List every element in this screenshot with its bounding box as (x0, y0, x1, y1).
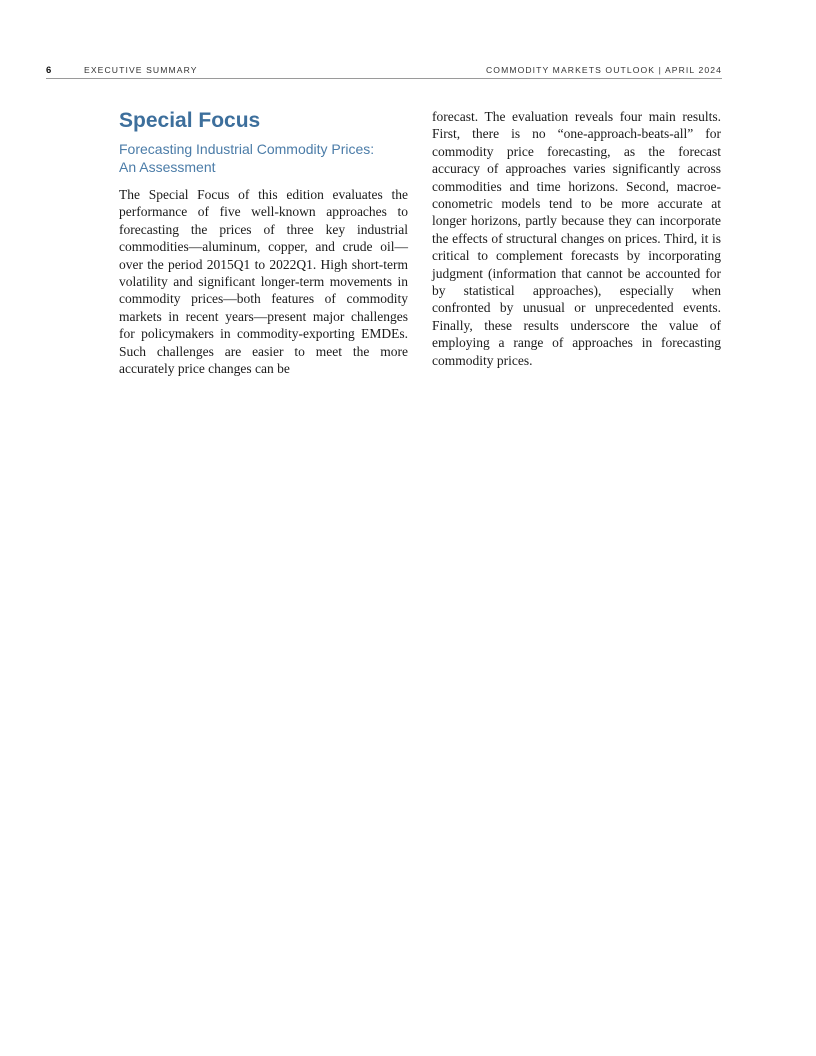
left-column (119, 108, 408, 377)
subtitle-line-2: An Assessment (119, 159, 216, 175)
right-column (432, 108, 721, 369)
publication-label: COMMODITY MARKETS OUTLOOK | APRIL 2024 (485, 65, 722, 75)
subtitle-line-1: Forecasting Industrial Commodity Prices: (119, 141, 375, 157)
section-title: Special Focus (119, 109, 261, 132)
section-label: EXECUTIVE SUMMARY (84, 65, 198, 75)
body-paragraph-part-2: forecast. The evaluation reveals four main results. First, there is no “one-approach-beats-all” for commodity price forecasting, as the forecast accuracy of approaches varies significantly across commodities and time horizons. Second, macroeconometric models tend to be more accurate at longer horizons, partly because they can incorporate the effects of structural changes on prices. Third, it is critical to complement forecasts by incorporating judgment (information that cannot be accounted for by statistical approaches), especially when confronted by unusual or unprecedented events. Finally, these results underscore the value of employing a range of approaches in forecasting commodity prices. (432, 109, 721, 368)
body-paragraph-part-1: The Special Focus of this edition evaluates the performance of five well-known approaches to forecasting the prices of three key industrial commodities—aluminum, copper, and crude oil—over the period 2015Q1 to 2022Q1. High short-term volatility and significant longer-term movements in commodity prices—both features of commodity markets in recent years—present major challenges for policymakers in commodity-exporting EMDEs. Such challenges are easier to meet the more accurately price changes can be (119, 187, 408, 377)
subtitle (119, 140, 408, 176)
page-number: 6 (46, 65, 52, 76)
running-header (46, 64, 722, 79)
